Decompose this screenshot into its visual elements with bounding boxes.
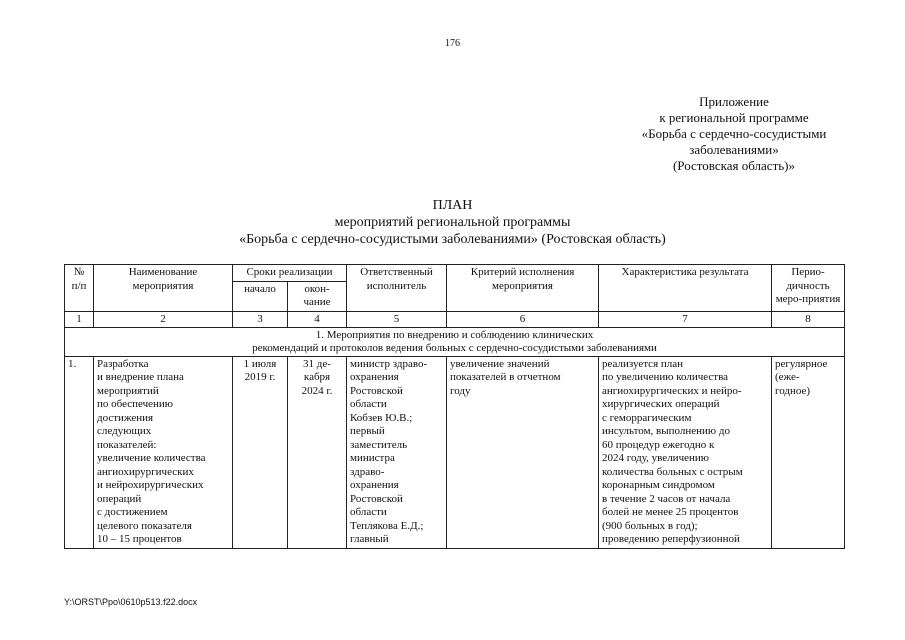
section-heading-line: рекомендаций и протоколов ведения больных с сердечно-сосудистыми заболеваниями <box>252 341 657 354</box>
plan-table <box>64 264 845 549</box>
cell-line: области <box>350 506 387 518</box>
cell-line: мероприятий <box>97 384 159 397</box>
cell-line: и внедрение плана <box>97 371 184 383</box>
cell-line: 2019 г. <box>244 371 276 383</box>
appendix-line: к региональной программе <box>659 110 809 125</box>
cell-line: показателей в отчетном <box>450 371 561 383</box>
cell-line: первый <box>350 425 385 437</box>
plan-title-line: «Борьба с сердечно-сосудистыми заболеваниями» (Ростовская область) <box>239 232 666 247</box>
cell-line: годное) <box>775 384 811 397</box>
header-num: № п/п <box>65 265 94 312</box>
cell-line: реализуется план <box>602 357 684 370</box>
section-heading <box>65 327 845 356</box>
cell-line: области <box>350 398 387 410</box>
column-number: 1 <box>65 311 94 327</box>
cell-line: (еже- <box>775 371 800 383</box>
column-number: 3 <box>233 311 288 327</box>
plan-title-line: мероприятий региональной программы <box>334 215 571 230</box>
column-number: 5 <box>347 311 447 327</box>
cell-line: в течение 2 часов от начала <box>602 492 731 505</box>
plan-title <box>0 197 905 248</box>
cell-line: 1 июля <box>243 357 277 370</box>
cell-line: году <box>450 384 471 397</box>
row-responsible <box>347 356 447 548</box>
appendix-line: «Борьба с сердечно-сосудистыми <box>641 126 827 141</box>
section-heading-line: 1. Мероприятия по внедрению и соблюдению клинических <box>315 328 594 341</box>
cell-line: с достижением <box>97 506 168 518</box>
row-name <box>94 356 233 548</box>
header-row <box>65 265 845 282</box>
cell-line: 31 де- <box>303 357 331 370</box>
section-row <box>65 327 845 356</box>
cell-line: проведению реперфузионной <box>602 533 740 545</box>
cell-line: количества больных с острым <box>602 465 743 478</box>
header-criterion: Критерий исполнения мероприятия <box>447 265 599 312</box>
cell-line: охранения <box>350 371 399 383</box>
cell-line: (900 больных в год); <box>602 519 698 532</box>
row-num: 1. <box>65 356 94 548</box>
cell-line: показателей: <box>97 438 157 451</box>
header-result: Характеристика результата <box>599 265 772 312</box>
cell-line: 2024 году, увеличению <box>602 452 709 464</box>
cell-line: по увеличению количества <box>602 371 729 383</box>
appendix-line: заболеваниями» <box>689 142 779 157</box>
cell-line: Разработка <box>97 357 149 370</box>
cell-line: инсультом, выполнению до <box>602 425 730 437</box>
cell-line: 60 процедур ежегодно к <box>602 438 715 451</box>
cell-line: с геморрагическим <box>602 411 692 424</box>
column-number: 6 <box>447 311 599 327</box>
cell-line: болей не менее 25 процентов <box>602 506 739 518</box>
cell-line: по обеспечению <box>97 398 174 410</box>
cell-line: кабря <box>303 371 331 383</box>
file-path-footer: Y:\ORST\Ppo\0610p513.f22.docx <box>64 597 198 607</box>
row-periodicity <box>772 356 845 548</box>
cell-line: главный <box>350 533 389 545</box>
column-number: 7 <box>599 311 772 327</box>
cell-line: и нейрохирургических <box>97 479 204 491</box>
cell-line: 10 – 15 процентов <box>97 533 182 545</box>
cell-line: министра <box>350 452 395 464</box>
cell-line: ангиохирургических и нейро- <box>602 384 742 397</box>
page-number: 176 <box>445 38 460 49</box>
cell-line: Теплякова Е.Д.; <box>350 519 424 532</box>
appendix-line: Приложение <box>699 94 769 109</box>
table-row <box>65 356 845 548</box>
header-name: Наименование мероприятия <box>94 265 233 312</box>
column-number: 4 <box>288 311 347 327</box>
header-responsible: Ответственный исполнитель <box>347 265 447 312</box>
header-end: окон-чание <box>288 281 347 311</box>
header-start: начало <box>233 281 288 311</box>
row-criterion <box>447 356 599 548</box>
cell-line: следующих <box>97 425 152 437</box>
column-number: 2 <box>94 311 233 327</box>
row-result <box>599 356 772 548</box>
cell-line: 2024 г. <box>301 384 333 397</box>
header-terms: Сроки реализации <box>233 265 347 282</box>
cell-line: коронарным синдромом <box>602 479 715 491</box>
cell-line: ангиохирургических <box>97 465 194 478</box>
cell-line: Кобзев Ю.В.; <box>350 411 413 424</box>
cell-line: здраво- <box>350 465 385 478</box>
cell-line: Ростовской <box>350 384 403 397</box>
cell-line: министр здраво- <box>350 357 428 370</box>
header-periodicity: Перио-дичность меро-приятия <box>772 265 845 312</box>
row-start <box>233 356 288 548</box>
column-number: 8 <box>772 311 845 327</box>
cell-line: достижения <box>97 411 154 424</box>
cell-line: целевого показателя <box>97 519 192 532</box>
cell-line: хирургических операций <box>602 398 720 410</box>
cell-line: увеличение значений <box>450 357 550 370</box>
cell-line: операций <box>97 492 142 505</box>
plan-title-line: ПЛАН <box>432 198 473 213</box>
cell-line: Ростовской <box>350 492 403 505</box>
row-end <box>288 356 347 548</box>
appendix-line: (Ростовская область)» <box>672 158 796 173</box>
appendix-block <box>600 94 868 174</box>
column-number-row <box>65 311 845 327</box>
cell-line: заместитель <box>350 438 408 451</box>
cell-line: охранения <box>350 479 399 491</box>
cell-line: увеличение количества <box>97 452 206 464</box>
cell-line: регулярное <box>775 357 828 370</box>
